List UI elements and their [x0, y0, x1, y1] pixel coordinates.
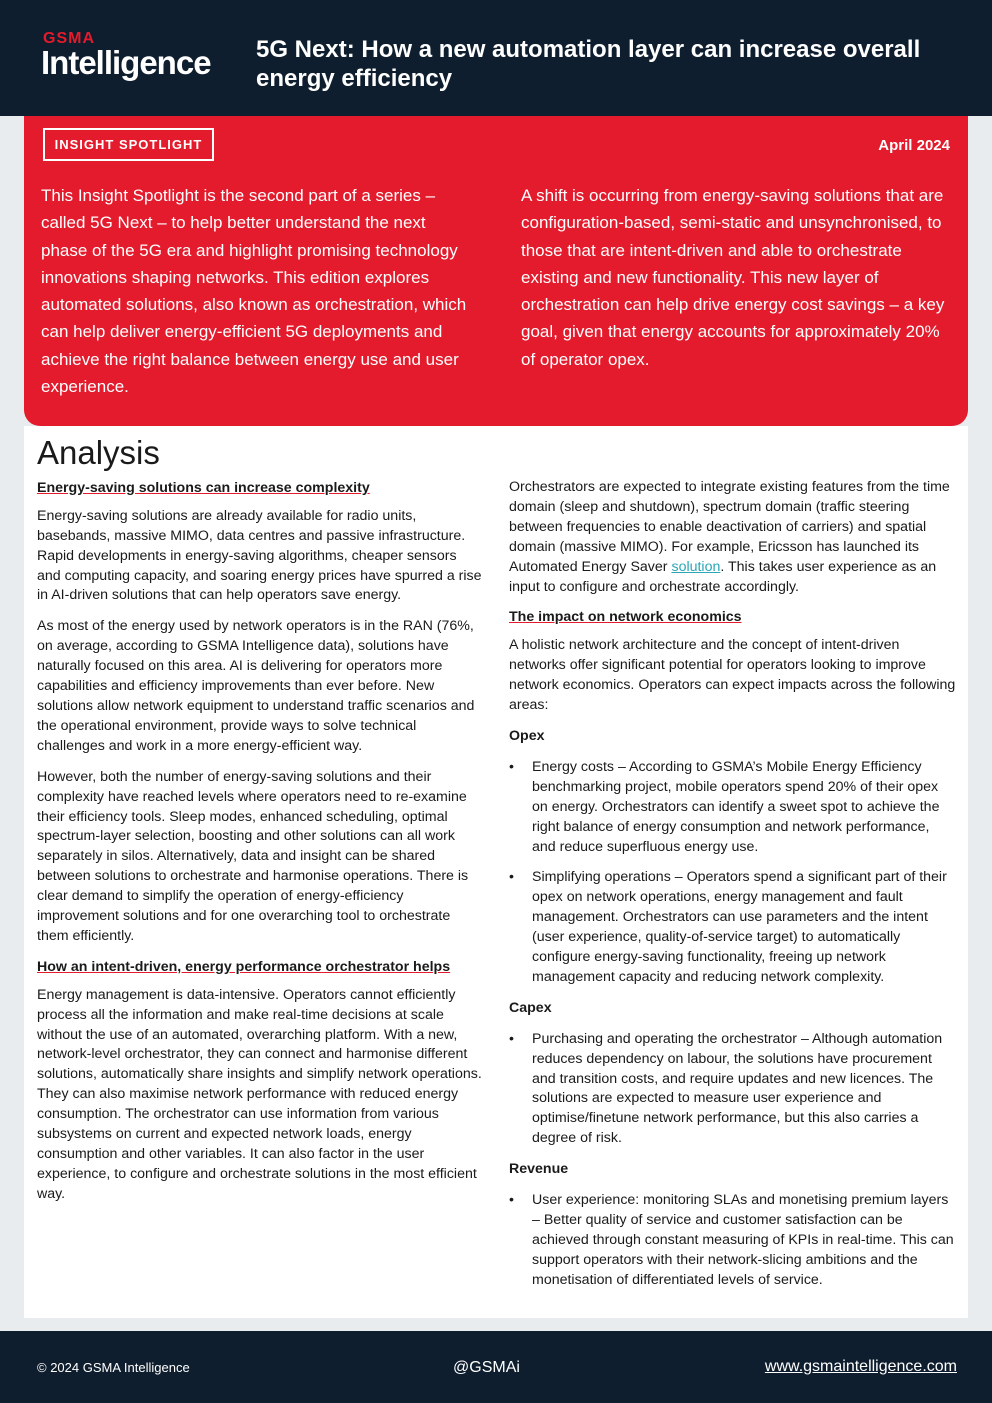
- subheading-revenue: Revenue: [509, 1161, 569, 1178]
- section-heading-complexity: Energy-saving solutions can increase complexity: [37, 479, 370, 496]
- logo-intelligence-text: Intelligence: [41, 44, 211, 81]
- list-item: [509, 868, 957, 987]
- logo-gsma-text: GSMA: [43, 30, 95, 47]
- website-link[interactable]: www.gsmaintelligence.com: [764, 1358, 957, 1375]
- document-title: 5G Next: How a new automation layer can increase overall energy efficiency: [256, 36, 921, 92]
- insight-spotlight-badge: INSIGHT SPOTLIGHT: [43, 128, 214, 161]
- paragraph: Energy-saving solutions are already available for radio units, basebands, massive MIMO, data centres and passive infrastructure. Rapid developments in energy-saving algorithms, cheaper sensors and computing capacity, and soaring energy prices have spurred a rise in AI-driven solutions that can help operators save energy.: [37, 507, 482, 604]
- bullet-icon: •: [509, 758, 514, 775]
- subheading-opex: Opex: [509, 727, 545, 744]
- left-column: [37, 426, 483, 1216]
- list-item: [509, 758, 957, 858]
- bullet-icon: •: [509, 1030, 514, 1047]
- paragraph: As most of the energy used by network operators is in the RAN (76%, on average, according to GSMA Intelligence data), solutions have naturally focused on this area. AI is delivering for operators more capabilities and efficiency improvements than ever before. New solutions allow network equipment to understand traffic scenarios and the operational environment, provide ways to solve technical challenges and work in a more energy-efficient way.: [37, 618, 475, 754]
- social-handle: @GSMAi: [453, 1359, 520, 1376]
- section-heading-orchestrator: How an intent-driven, energy performance orchestrator helps: [37, 958, 451, 975]
- publication-date: April 2024: [878, 137, 950, 154]
- list-item: [509, 1030, 957, 1149]
- bullet-icon: •: [509, 1192, 514, 1209]
- list-item-text: Energy costs – According to GSMA’s Mobile Energy Efficiency benchmarking project, mobile operators spend 20% of their opex on energy. Orchestrators can identify a sweet spot to achieve the right balance of energy consumption and network performance, and reduce superfluous energy use.: [532, 758, 940, 855]
- subheading-capex: Capex: [509, 999, 552, 1016]
- paragraph: Energy management is data-intensive. Operators cannot efficiently process all the information and make real-time decisions at scale without the use of an automated, overarching platform. With a new, network-level orchestrator, they can connect and harmonise different solutions, automatically share insights and simplify network operations. They can also maximise network performance with reduced energy consumption. The orchestrator can use information from various subsystems on current and expected network loads, energy consumption and other variables. It can also factor in the user experience, to configure and orchestrate solutions in the most efficient way.: [37, 986, 482, 1202]
- page-footer: [0, 1331, 992, 1403]
- right-column: [509, 478, 957, 1302]
- solution-link[interactable]: solution: [671, 558, 721, 575]
- paragraph: [509, 478, 957, 597]
- analysis-heading: Analysis: [37, 434, 160, 471]
- list-item: [509, 1191, 957, 1291]
- section-heading-network-economics: The impact on network economics: [509, 609, 742, 626]
- intro-right-paragraph: A shift is occurring from energy-saving solutions that are configuration-based, semi-static and unsynchronised, to those that are intent-driven and able to orchestrate existing and new functionality. This new layer of orchestration can help drive energy cost savings – a key goal, given that energy accounts for approximately 20% of operator opex.: [521, 186, 945, 369]
- paragraph: A holistic network architecture and the concept of intent-driven networks offer significant potential for operators looking to improve network economics. Operators can expect impacts across the following areas:: [509, 637, 956, 714]
- text-run: Orchestrators are expected to integrate existing features from the time domain (sleep and shutdown), spectrum domain (traffic steering between frequencies to enable deactivation of carriers) and spatial domain (massive MIMO). For example, Ericsson has launched its Automated Energy Saver: [509, 479, 950, 575]
- list-item-text: User experience: monitoring SLAs and monetising premium layers – Better quality of service and customer satisfaction can be achieved through constant measuring of KPIs in real-time. This can support operators with their network-slicing ambitions and the monetisation of differentiated levels of service.: [532, 1192, 954, 1288]
- copyright-text: © 2024 GSMA Intelligence: [37, 1360, 190, 1375]
- intro-left-paragraph: This Insight Spotlight is the second part of a series – called 5G Next – to help better understand the next phase of the 5G era and highlight promising technology innovations shaping networks. This edition explores automated solutions, also known as orchestration, which can help deliver energy-efficient 5G deployments and achieve the right balance between energy use and user experience.: [41, 186, 467, 397]
- list-item-text: Purchasing and operating the orchestrator – Although automation reduces dependency on labour, the solutions have procurement and transition costs, and require updates and new licences. The solutions are expected to measure user experience and optimise/finetune network performance, but this also carries a degree of risk.: [532, 1030, 943, 1147]
- list-item-text: Simplifying operations – Operators spend a significant part of their opex on network operations, energy management and fault management. Orchestrators can use parameters and the intent (user experience, quality-of-service target) to automatically configure energy-saving functionality, freeing up network management capacity and reducing network complexity.: [532, 869, 947, 985]
- text-run: . This takes user experience as an input to configure and orchestrate accordingly.: [509, 558, 937, 595]
- insight-spotlight-panel: [24, 116, 968, 426]
- bullet-icon: •: [509, 869, 514, 886]
- analysis-content: [24, 426, 968, 1318]
- paragraph: However, both the number of energy-saving solutions and their complexity have reached levels where operators need to re-examine their efficiency tools. Sleep modes, enhanced scheduling, optimal spectrum-layer selection, boosting and other solutions can all work separately in silos. Alternatively, data and insight can be shared between solutions to orchestrate and harmonise operations. There is clear demand to simplify the operation of energy-efficiency improvement solutions and for one overarching tool to orchestrate them efficiently.: [37, 768, 469, 944]
- page-header: [0, 0, 992, 116]
